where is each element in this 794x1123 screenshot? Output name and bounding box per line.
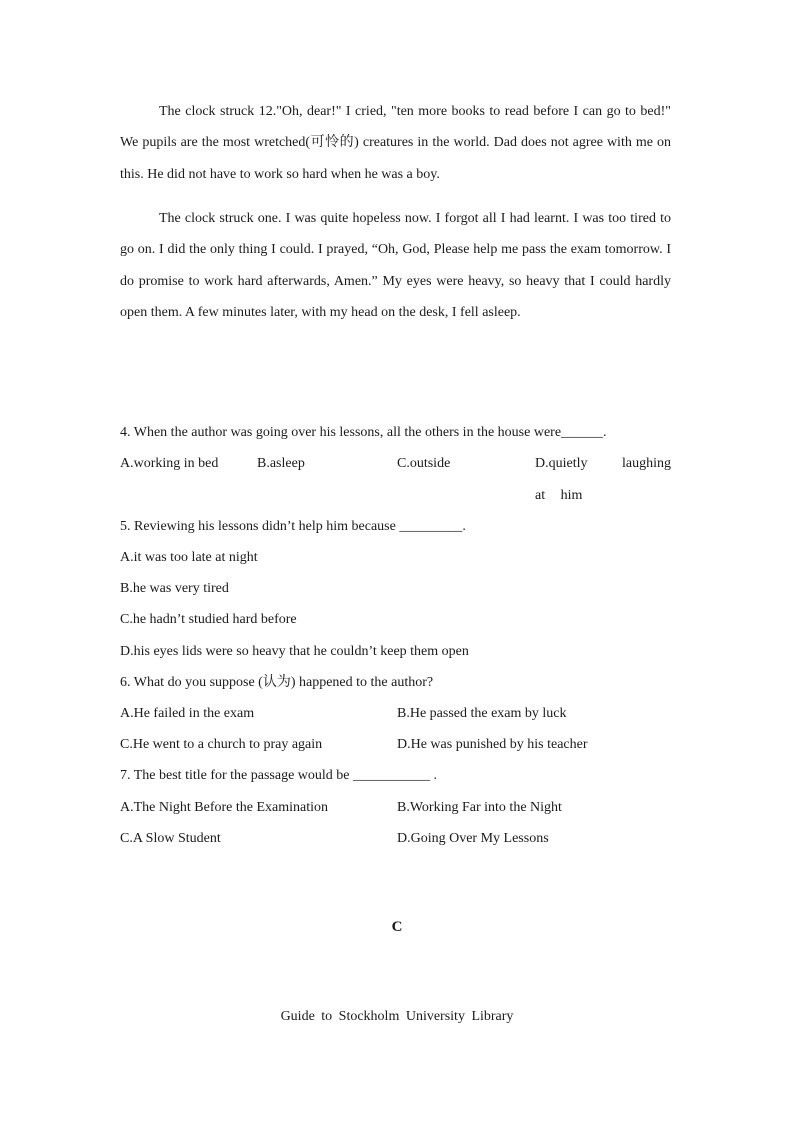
question-4-stem: 4. When the author was going over his lessons, all the others in the house were______. bbox=[120, 425, 607, 440]
question-5-option-d: D.his eyes lids were so heavy that he couldn’t keep them open bbox=[120, 644, 469, 659]
question-7-option-b: B.Working Far into the Night bbox=[397, 800, 562, 815]
question-6-option-b: B.He passed the exam by luck bbox=[397, 706, 567, 721]
passage-paragraph-2: The clock struck one. I was quite hopeless now. I forgot all I had learnt. I was too tired to go on. I did the only thing I could. I prayed, “Oh, God, Please help me pass the exam tomorrow. I do promise to work hard afterwards, Amen.” My eyes were heavy, so heavy that I could hardly open them. A few minutes later, with my head on the desk, I fell asleep. bbox=[120, 211, 671, 321]
question-5-option-a: A.it was too late at night bbox=[120, 550, 258, 565]
question-6-stem: 6. What do you suppose (认为) happened to the author? bbox=[120, 675, 434, 690]
question-5-stem: 5. Reviewing his lessons didn’t help him because _________. bbox=[120, 519, 466, 534]
question-5-option-b: B.he was very tired bbox=[120, 581, 229, 596]
question-6-option-c: C.He went to a church to pray again bbox=[120, 737, 323, 752]
question-5-option-c: C.he hadn’t studied hard before bbox=[120, 612, 297, 627]
question-7-option-c: C.A Slow Student bbox=[120, 831, 221, 846]
question-6-option-a: A.He failed in the exam bbox=[120, 706, 255, 721]
question-7-option-a: A.The Night Before the Examination bbox=[120, 800, 328, 815]
question-4-option-c: C.outside bbox=[397, 456, 451, 471]
question-4-option-a: A.working in bed bbox=[120, 456, 219, 471]
question-4-option-d: D.quietly laughing at him bbox=[535, 456, 671, 503]
passage-paragraph-1: The clock struck 12."Oh, dear!" I cried, "ten more books to read before I can go to bed!" We pupils are the most wretched(可怜的) creatures in the world. Dad does not agree with me on this. He did not have to work so hard when he was a boy. bbox=[120, 104, 671, 182]
question-7-option-d: D.Going Over My Lessons bbox=[397, 831, 549, 846]
passage-c-title: Guide to Stockholm University Library bbox=[280, 1009, 514, 1024]
question-4-option-b: B.asleep bbox=[257, 456, 305, 471]
question-6-option-d: D.He was punished by his teacher bbox=[397, 737, 588, 752]
question-7-stem: 7. The best title for the passage would be ___________ . bbox=[120, 768, 438, 783]
section-letter: C bbox=[391, 919, 403, 935]
